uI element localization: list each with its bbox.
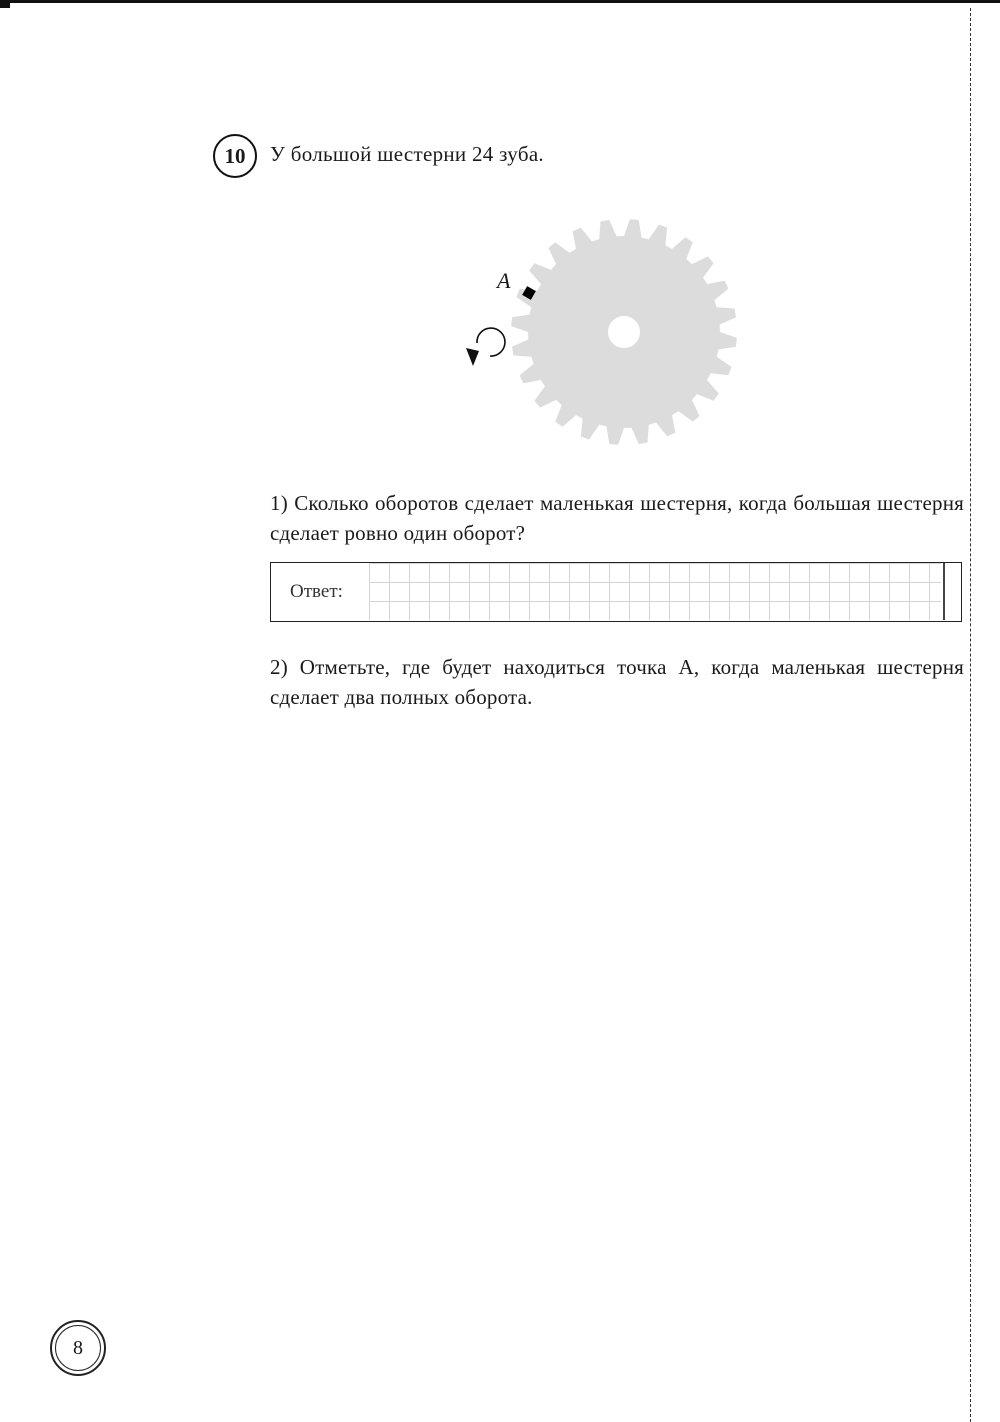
task-number-badge — [213, 134, 257, 178]
gear-figure — [440, 210, 760, 460]
task-number: 10 — [224, 143, 246, 168]
answer-grid[interactable] — [369, 563, 941, 620]
answer-grid-edge — [943, 563, 945, 620]
cut-line-dashed — [970, 8, 971, 1422]
top-border-line — [0, 0, 1000, 3]
question-2-text: 2) Отметьте, где будет находиться точка A, когда маленькая шестерня сделает два полных оборота. — [270, 655, 964, 709]
page-number-inner-circle — [55, 1325, 101, 1371]
point-a-label: A — [497, 268, 511, 293]
page-number: 8 — [73, 1336, 83, 1359]
answer-label: Ответ: — [290, 581, 343, 602]
corner-mark — [0, 0, 10, 8]
page-number-badge — [50, 1320, 106, 1376]
answer-box[interactable] — [270, 562, 962, 622]
rotation-arrow-icon — [466, 328, 505, 366]
question-1-text: 1) Сколько оборотов сделает маленькая шестерня, когда большая шестерня сделает ровно один оборот? — [270, 491, 964, 545]
task-intro-text: У большой шестерни 24 зуба. — [270, 142, 544, 166]
large-gear — [511, 219, 737, 445]
